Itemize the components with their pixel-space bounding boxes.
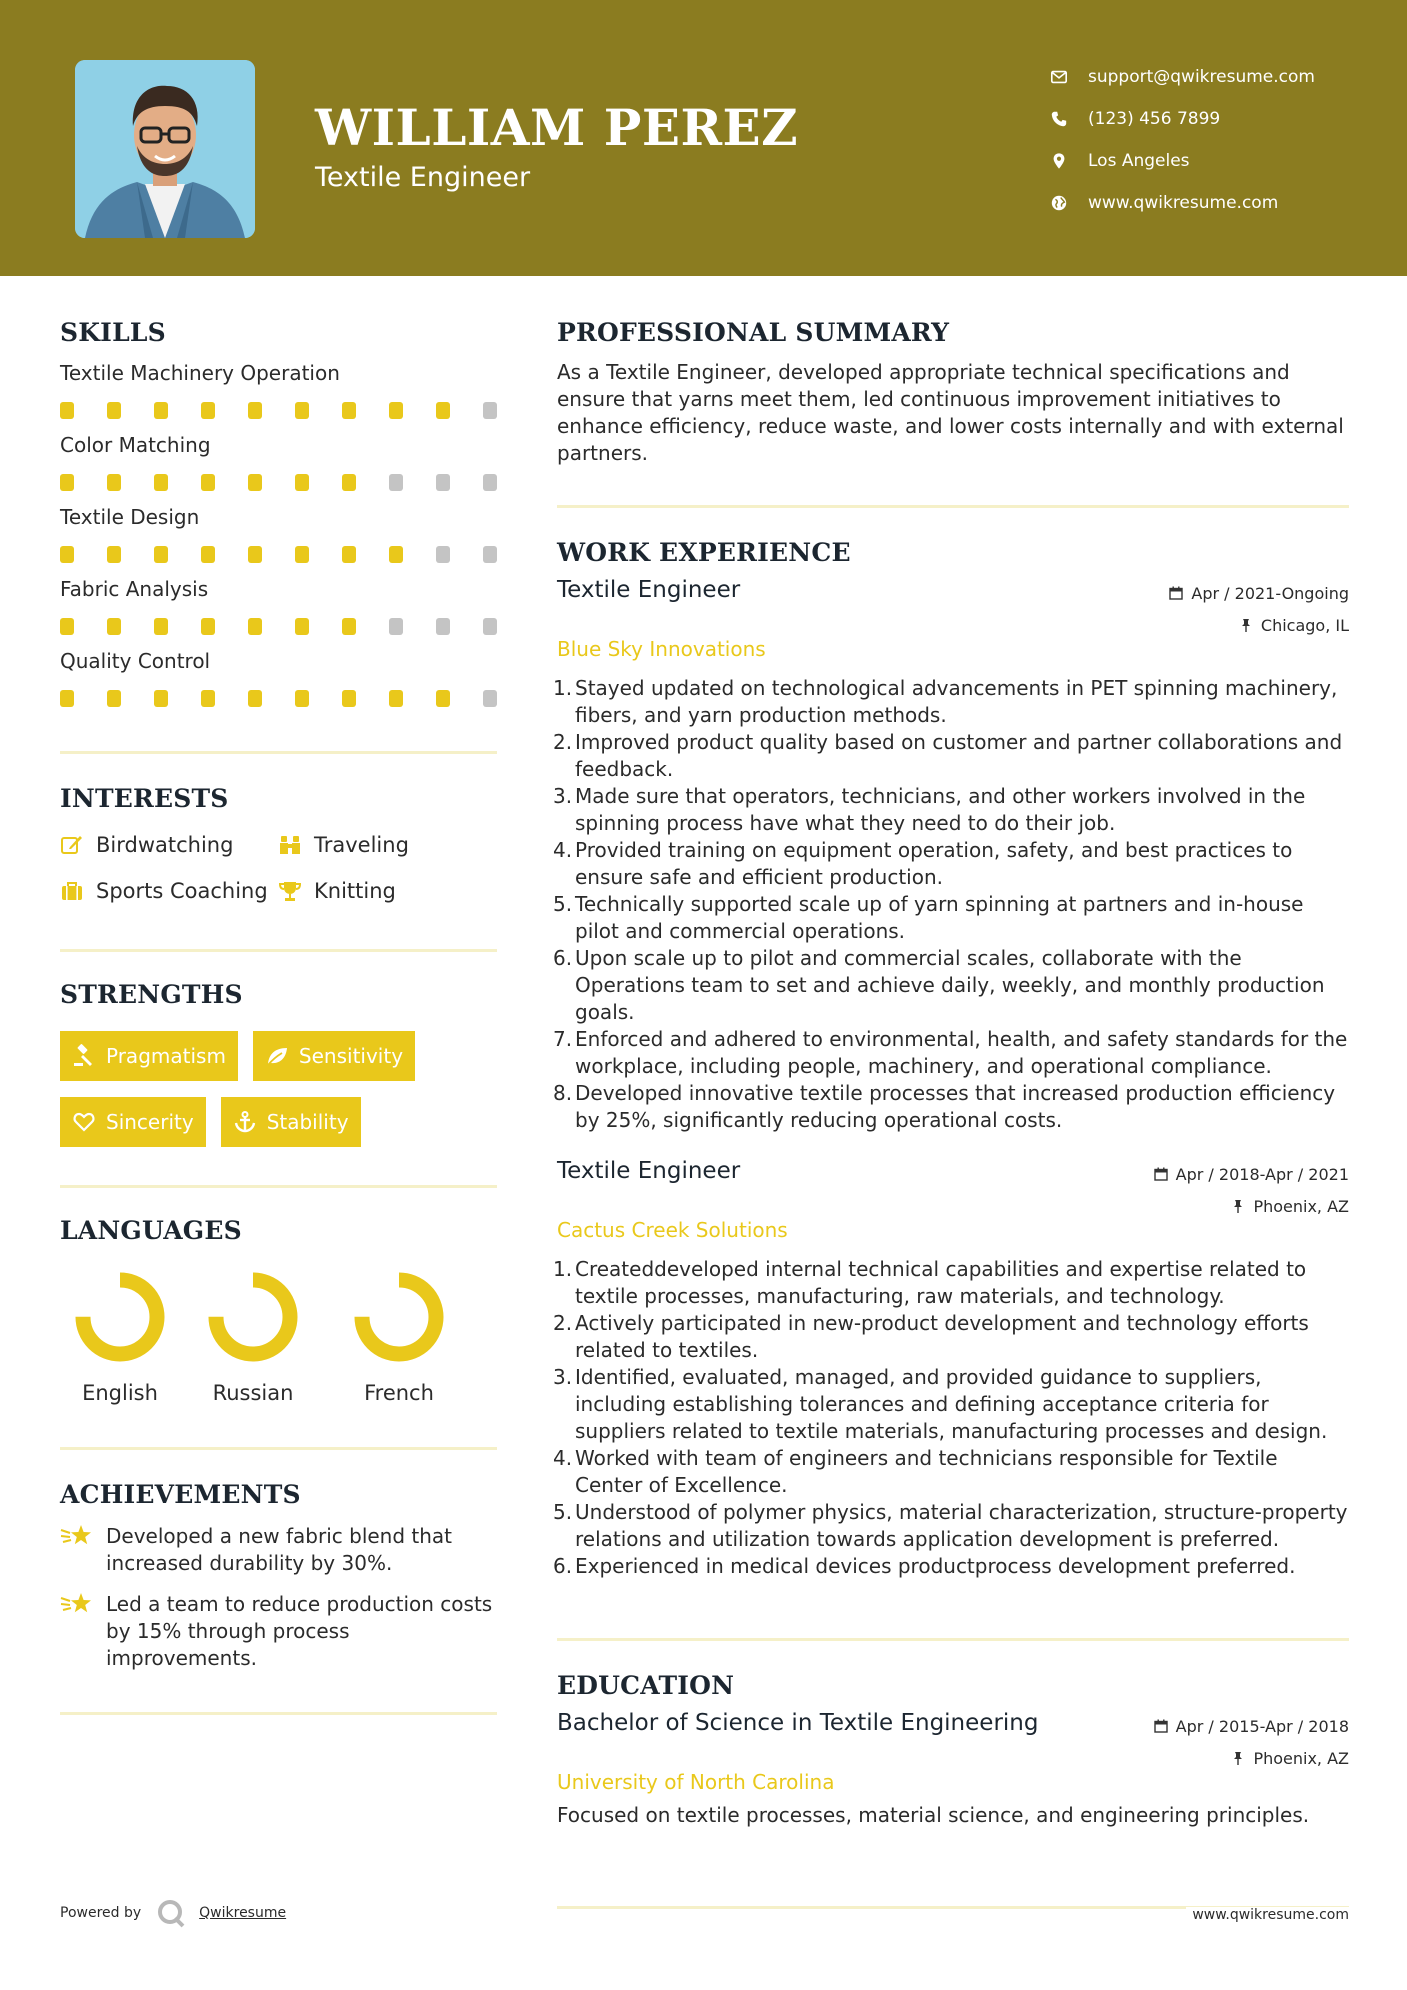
pushpin-icon	[1239, 618, 1253, 632]
language-item	[60, 1267, 180, 1405]
summary-text: As a Textile Engineer, developed appropriate technical specifications and ensure that yarns meet them, led continuous improvement initiatives to enhance efficiency, reduce waste, and lower costs internally and with external partners.	[557, 360, 1344, 465]
globe-icon	[1050, 194, 1068, 212]
duty-item	[553, 783, 1349, 837]
phone-icon	[1050, 110, 1068, 128]
footer-url[interactable]: www.qwikresume.com	[1186, 1907, 1349, 1923]
skill-dot-empty	[389, 618, 403, 635]
education-location	[1154, 1742, 1349, 1774]
summary-section	[557, 318, 1349, 467]
skill-item	[60, 361, 497, 419]
interest-label: Birdwatching	[96, 833, 234, 857]
languages-heading: LANGUAGES	[60, 1216, 242, 1245]
duty-item	[553, 1553, 1349, 1580]
strengths-section	[60, 980, 497, 1147]
duty-number: 3.	[553, 1365, 573, 1389]
interests-section	[60, 784, 497, 903]
contact-location	[1050, 140, 1315, 182]
skill-dot-filled	[342, 474, 356, 491]
duty-number: 5.	[553, 1500, 573, 1524]
skill-dot-empty	[436, 474, 450, 491]
skill-item	[60, 505, 497, 563]
achievement-text: Led a team to reduce production costs by 15% through process improvements.	[106, 1592, 493, 1670]
section-divider	[60, 949, 497, 952]
achievement-item	[60, 1523, 497, 1577]
duty-number: 5.	[553, 892, 573, 916]
right-column	[553, 318, 1349, 1829]
duty-number: 6.	[553, 1554, 573, 1578]
duty-text: Upon scale up to pilot and commercial scales, collaborate with the Operations team to set and achieve daily, weekly, and monthly production goals.	[575, 946, 1325, 1024]
person-avatar-icon	[75, 60, 255, 238]
footer-powered-by	[60, 1897, 286, 1929]
skill-dot-filled	[201, 402, 215, 419]
duty-text: Experienced in medical devices productprocess development preferred.	[575, 1554, 1296, 1578]
skill-rating	[60, 546, 497, 563]
job-dates	[1154, 1158, 1349, 1190]
pushpin-icon	[1231, 1751, 1245, 1765]
job-company: Cactus Creek Solutions	[557, 1218, 788, 1242]
skill-dot-filled	[248, 474, 262, 491]
achievement-item	[60, 1591, 497, 1672]
skill-dot-filled	[342, 402, 356, 419]
skill-dot-filled	[389, 402, 403, 419]
skill-dot-empty	[436, 546, 450, 563]
education-header	[557, 1710, 1349, 1774]
job-header	[557, 1158, 1349, 1222]
briefcase-icon	[60, 879, 84, 903]
duty-item	[553, 1026, 1349, 1080]
duty-number: 3.	[553, 784, 573, 808]
section-divider	[60, 751, 497, 754]
language-ring-arc	[216, 1280, 290, 1354]
binoculars-icon	[278, 833, 302, 857]
job-entry	[553, 577, 1349, 1134]
skill-dot-filled	[107, 618, 121, 635]
contact-website-text: www.qwikresume.com	[1088, 193, 1279, 213]
contact-email-text: support@qwikresume.com	[1088, 67, 1315, 87]
profile-photo	[75, 60, 255, 238]
skills-heading: SKILLS	[60, 318, 166, 347]
skills-section	[60, 318, 497, 707]
skills-list	[60, 361, 497, 707]
interests-list	[60, 833, 497, 903]
skill-dot-empty	[483, 618, 497, 635]
duty-text: Provided training on equipment operation, safety, and best practices to ensure safe and efficient production.	[575, 838, 1293, 889]
duty-item	[553, 891, 1349, 945]
contact-location-text: Los Angeles	[1088, 151, 1190, 171]
duty-text: Createddeveloped internal technical capabilities and expertise related to textile processes, manufacturing, raw materials, and technology.	[575, 1257, 1307, 1308]
duty-item	[553, 675, 1349, 729]
skill-rating	[60, 690, 497, 707]
qwikresume-logo-icon	[155, 1897, 187, 1929]
skill-dot-filled	[107, 474, 121, 491]
skill-name: Fabric Analysis	[60, 577, 209, 601]
duty-text: Enforced and adhered to environmental, health, and safety standards for the workplace, including people, machinery, and operational compliance.	[575, 1027, 1348, 1078]
skill-dot-empty	[389, 474, 403, 491]
duty-text: Technically supported scale up of yarn spinning at partners and in-house pilot and commercial operations.	[575, 892, 1304, 943]
strength-tag	[60, 1031, 238, 1081]
duty-number: 8.	[553, 1081, 573, 1105]
duty-text: Worked with team of engineers and technicians responsible for Textile Center of Excellence.	[575, 1446, 1278, 1497]
powered-by-label: Powered by	[60, 1905, 142, 1921]
section-divider	[60, 1712, 497, 1715]
contact-phone-text: (123) 456 7899	[1088, 109, 1221, 129]
interest-label: Knitting	[314, 879, 396, 903]
duty-item	[553, 1256, 1349, 1310]
job-header	[557, 577, 1349, 641]
calendar-icon	[1169, 586, 1183, 600]
achievements-heading: ACHIEVEMENTS	[60, 1480, 301, 1509]
duty-text: Identified, evaluated, managed, and provided guidance to suppliers, including establishing tolerances and defining acceptance criteria for suppliers related to textile materials, manufacturing processes and design.	[575, 1365, 1328, 1443]
anchor-icon	[233, 1110, 257, 1134]
duty-item	[553, 837, 1349, 891]
skill-dot-filled	[154, 546, 168, 563]
summary-heading: PROFESSIONAL SUMMARY	[557, 318, 950, 347]
skill-rating	[60, 402, 497, 419]
duty-number: 2.	[553, 730, 573, 754]
achievements-section	[60, 1480, 497, 1672]
skill-dot-filled	[60, 402, 74, 419]
skill-dot-filled	[60, 474, 74, 491]
education-school: University of North Carolina	[557, 1770, 835, 1794]
strength-label: Sincerity	[106, 1110, 194, 1134]
skill-dot-filled	[107, 546, 121, 563]
job-location	[1154, 1190, 1349, 1222]
duty-text: Stayed updated on technological advancements in PET spinning machinery, fibers, and yarn production methods.	[575, 676, 1338, 727]
skill-dot-filled	[201, 618, 215, 635]
skill-dot-empty	[483, 402, 497, 419]
envelope-icon	[1050, 68, 1068, 86]
duty-text: Understood of polymer physics, material characterization, structure-property relations and utilization towards application development is preferred.	[575, 1500, 1348, 1551]
skill-dot-filled	[154, 402, 168, 419]
job-location-text: Phoenix, AZ	[1253, 1196, 1349, 1216]
education-location-text: Phoenix, AZ	[1253, 1748, 1349, 1768]
skill-dot-filled	[60, 618, 74, 635]
skill-dot-filled	[201, 474, 215, 491]
skill-dot-filled	[60, 690, 74, 707]
education-heading: EDUCATION	[557, 1671, 735, 1700]
language-ring-arc	[362, 1280, 436, 1354]
skill-item	[60, 649, 497, 707]
duty-number: 1.	[553, 676, 573, 700]
experience-section	[553, 538, 1349, 1580]
strength-label: Sensitivity	[298, 1044, 404, 1068]
duty-number: 4.	[553, 1446, 573, 1470]
job-meta	[1154, 1158, 1349, 1222]
skill-rating	[60, 618, 497, 635]
skill-dot-empty	[483, 546, 497, 563]
skill-dot-filled	[342, 546, 356, 563]
skill-dot-filled	[154, 690, 168, 707]
strength-tag	[60, 1097, 206, 1147]
strengths-list	[60, 1031, 497, 1147]
pencil-square-icon	[60, 833, 84, 857]
section-divider	[557, 1638, 1349, 1641]
duty-item	[553, 945, 1349, 1026]
qwikresume-link[interactable]: Qwikresume	[199, 1905, 287, 1921]
calendar-icon	[1154, 1167, 1168, 1181]
strength-tag	[253, 1031, 415, 1081]
skill-dot-empty	[436, 618, 450, 635]
duty-item	[553, 1364, 1349, 1445]
job-dates-text: Apr / 2018-Apr / 2021	[1175, 1164, 1349, 1184]
shooting-star-icon	[60, 1521, 94, 1549]
duty-item	[553, 1080, 1349, 1134]
job-dates-text: Apr / 2021-Ongoing	[1191, 583, 1349, 603]
languages-section	[60, 1216, 497, 1405]
job-dates	[1169, 577, 1349, 609]
calendar-icon	[1154, 1719, 1168, 1733]
strengths-heading: STRENGTHS	[60, 980, 243, 1009]
skill-item	[60, 433, 497, 491]
job-entry	[553, 1158, 1349, 1580]
contact-phone[interactable]	[1050, 98, 1315, 140]
skill-dot-filled	[295, 402, 309, 419]
skill-dot-filled	[248, 402, 262, 419]
map-pin-icon	[1050, 152, 1068, 170]
education-entry	[557, 1710, 1349, 1829]
gavel-icon	[72, 1044, 96, 1068]
job-duties	[553, 675, 1349, 1134]
strength-tag	[221, 1097, 361, 1147]
interest-item	[60, 879, 278, 903]
section-divider	[557, 505, 1349, 508]
interests-heading: INTERESTS	[60, 784, 229, 813]
skill-dot-filled	[201, 690, 215, 707]
skill-dot-filled	[295, 690, 309, 707]
language-progress-ring	[349, 1267, 449, 1367]
skill-name: Textile Machinery Operation	[60, 361, 340, 385]
skill-dot-filled	[295, 618, 309, 635]
contact-list	[1050, 56, 1315, 224]
skill-name: Textile Design	[60, 505, 200, 529]
duty-item	[553, 1310, 1349, 1364]
interest-item	[278, 879, 497, 903]
section-divider	[60, 1447, 497, 1450]
language-item	[326, 1267, 472, 1405]
heart-icon	[72, 1110, 96, 1134]
skill-dot-empty	[483, 690, 497, 707]
contact-email[interactable]	[1050, 56, 1315, 98]
skill-dot-filled	[107, 690, 121, 707]
language-item	[180, 1267, 326, 1405]
duty-item	[553, 1499, 1349, 1553]
duty-text: Developed innovative textile processes that increased production efficiency by 25%, significantly reducing operational costs.	[575, 1081, 1336, 1132]
education-dates-text: Apr / 2015-Apr / 2018	[1175, 1716, 1349, 1736]
education-description: Focused on textile processes, material science, and engineering principles.	[557, 1803, 1310, 1827]
experience-heading: WORK EXPERIENCE	[557, 538, 851, 567]
skill-dot-filled	[436, 690, 450, 707]
duty-number: 2.	[553, 1311, 573, 1335]
pushpin-icon	[1231, 1199, 1245, 1213]
job-duties	[553, 1256, 1349, 1580]
strength-label: Stability	[266, 1110, 349, 1134]
skill-name: Color Matching	[60, 433, 211, 457]
trophy-icon	[278, 879, 302, 903]
duty-item	[553, 1445, 1349, 1499]
skill-dot-filled	[201, 546, 215, 563]
skill-dot-filled	[295, 474, 309, 491]
skill-name: Quality Control	[60, 649, 211, 673]
skill-dot-filled	[342, 618, 356, 635]
contact-website[interactable]	[1050, 182, 1315, 224]
job-location-text: Chicago, IL	[1260, 615, 1349, 635]
interest-label: Sports Coaching	[96, 879, 268, 903]
education-degree: Bachelor of Science in Textile Engineering	[557, 1710, 1039, 1736]
skill-dot-filled	[154, 474, 168, 491]
interest-label: Traveling	[314, 833, 409, 857]
shooting-star-icon	[60, 1589, 94, 1617]
skill-dot-filled	[60, 546, 74, 563]
duty-number: 7.	[553, 1027, 573, 1051]
interest-item	[60, 833, 278, 857]
language-name: English	[82, 1381, 158, 1405]
language-progress-ring	[203, 1267, 303, 1367]
interest-item	[278, 833, 497, 857]
skill-rating	[60, 474, 497, 491]
skill-dot-filled	[342, 690, 356, 707]
duty-text: Actively participated in new-product development and technology efforts related to textiles.	[575, 1311, 1309, 1362]
job-title: Textile Engineer	[557, 577, 741, 603]
duty-text: Made sure that operators, technicians, and other workers involved in the spinning process have what they need to do their job.	[575, 784, 1306, 835]
skill-dot-filled	[295, 546, 309, 563]
duty-item	[553, 729, 1349, 783]
section-divider	[60, 1185, 497, 1188]
skill-dot-empty	[483, 474, 497, 491]
duty-number: 1.	[553, 1257, 573, 1281]
job-location	[1169, 609, 1349, 641]
skill-dot-filled	[107, 402, 121, 419]
duty-text: Improved product quality based on customer and partner collaborations and feedback.	[575, 730, 1343, 781]
skill-dot-filled	[248, 618, 262, 635]
skill-dot-filled	[389, 546, 403, 563]
education-section	[557, 1671, 1349, 1829]
skill-item	[60, 577, 497, 635]
skill-dot-filled	[248, 690, 262, 707]
skill-dot-filled	[389, 690, 403, 707]
duty-number: 4.	[553, 838, 573, 862]
education-meta	[1154, 1710, 1349, 1774]
left-column	[60, 318, 497, 1715]
job-meta	[1169, 577, 1349, 641]
candidate-title: Textile Engineer	[315, 162, 531, 193]
achievement-text: Developed a new fabric blend that increased durability by 30%.	[106, 1524, 453, 1575]
language-ring-arc	[83, 1280, 157, 1354]
resume-header	[0, 0, 1407, 276]
job-company: Blue Sky Innovations	[557, 637, 766, 661]
duty-number: 6.	[553, 946, 573, 970]
language-progress-ring	[70, 1267, 170, 1367]
language-name: French	[364, 1381, 434, 1405]
candidate-name: WILLIAM PEREZ	[315, 98, 799, 157]
language-name: Russian	[212, 1381, 294, 1405]
skill-dot-filled	[436, 402, 450, 419]
languages-list	[60, 1267, 497, 1405]
education-dates	[1154, 1710, 1349, 1742]
leaf-icon	[265, 1044, 289, 1068]
strength-label: Pragmatism	[106, 1044, 226, 1068]
skill-dot-filled	[248, 546, 262, 563]
job-title: Textile Engineer	[557, 1158, 741, 1184]
skill-dot-filled	[154, 618, 168, 635]
